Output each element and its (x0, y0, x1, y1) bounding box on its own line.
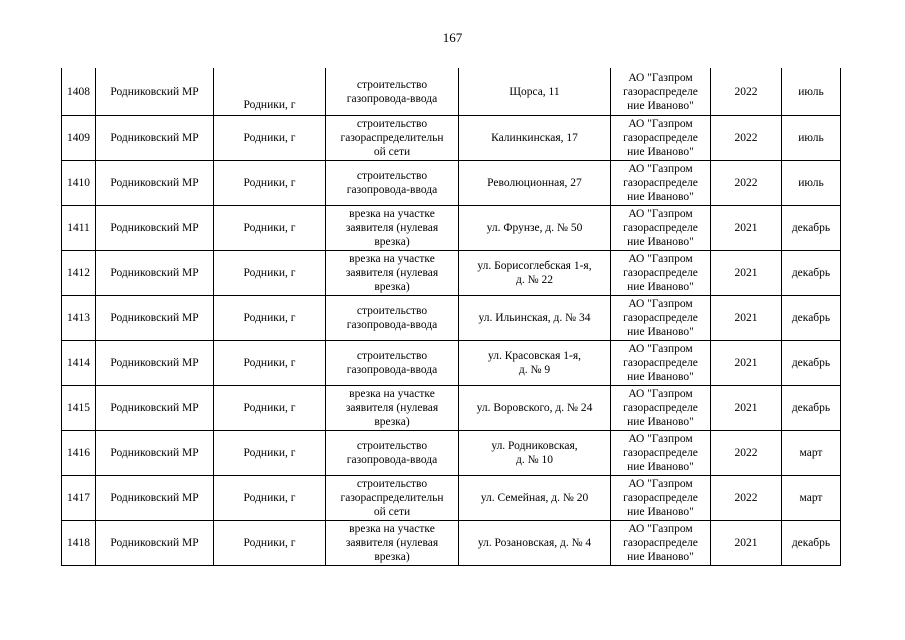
work-type-cell: врезка на участке заявителя (нулевая врезка) (326, 251, 459, 296)
year-cell: 2021 (711, 251, 782, 296)
month-cell: март (782, 431, 841, 476)
row-number-cell: 1409 (62, 116, 96, 161)
year-cell: 2022 (711, 116, 782, 161)
city-cell: Родники, г (214, 296, 326, 341)
city-cell: Родники, г (214, 68, 326, 116)
month-cell: декабрь (782, 296, 841, 341)
month-cell: июль (782, 68, 841, 116)
row-number-cell: 1415 (62, 386, 96, 431)
city-cell: Родники, г (214, 521, 326, 566)
month-cell: июль (782, 116, 841, 161)
year-cell: 2022 (711, 476, 782, 521)
city-cell: Родники, г (214, 386, 326, 431)
year-cell: 2022 (711, 68, 782, 116)
city-cell: Родники, г (214, 476, 326, 521)
page-number: 167 (442, 30, 463, 45)
month-cell: декабрь (782, 386, 841, 431)
address-cell: ул. Борисоглебская 1-я, д. № 22 (459, 251, 611, 296)
organization-cell: АО "Газпром газораспределе ние Иваново" (611, 431, 711, 476)
year-cell: 2021 (711, 386, 782, 431)
row-number-cell: 1410 (62, 161, 96, 206)
table-row (62, 341, 841, 386)
year-cell: 2021 (711, 521, 782, 566)
table-row (62, 68, 841, 116)
work-type-cell: строительство газораспределительн ой сети (326, 476, 459, 521)
organization-cell: АО "Газпром газораспределе ние Иваново" (611, 161, 711, 206)
address-cell: ул. Ильинская, д. № 34 (459, 296, 611, 341)
row-number-cell: 1416 (62, 431, 96, 476)
row-number-cell: 1418 (62, 521, 96, 566)
address-cell: ул. Фрунзе, д. № 50 (459, 206, 611, 251)
organization-cell: АО "Газпром газораспределе ние Иваново" (611, 116, 711, 161)
work-type-cell: строительство газопровода-ввода (326, 161, 459, 206)
gas-connection-table (61, 68, 841, 566)
month-cell: декабрь (782, 206, 841, 251)
district-cell: Родниковский МР (96, 206, 214, 251)
row-number-cell: 1417 (62, 476, 96, 521)
organization-cell: АО "Газпром газораспределе ние Иваново" (611, 476, 711, 521)
organization-cell: АО "Газпром газораспределе ние Иваново" (611, 386, 711, 431)
table-row (62, 251, 841, 296)
district-cell: Родниковский МР (96, 161, 214, 206)
row-number-cell: 1414 (62, 341, 96, 386)
city-cell: Родники, г (214, 341, 326, 386)
table-body (62, 68, 841, 566)
table-row (62, 476, 841, 521)
organization-cell: АО "Газпром газораспределе ние Иваново" (611, 68, 711, 116)
district-cell: Родниковский МР (96, 476, 214, 521)
organization-cell: АО "Газпром газораспределе ние Иваново" (611, 521, 711, 566)
address-cell: Калинкинская, 17 (459, 116, 611, 161)
work-type-cell: строительство газораспределительн ой сети (326, 116, 459, 161)
city-cell: Родники, г (214, 206, 326, 251)
month-cell: июль (782, 161, 841, 206)
work-type-cell: врезка на участке заявителя (нулевая врезка) (326, 386, 459, 431)
row-number-cell: 1413 (62, 296, 96, 341)
work-type-cell: строительство газопровода-ввода (326, 296, 459, 341)
address-cell: ул. Красовская 1-я, д. № 9 (459, 341, 611, 386)
work-type-cell: врезка на участке заявителя (нулевая врезка) (326, 521, 459, 566)
district-cell: Родниковский МР (96, 116, 214, 161)
year-cell: 2022 (711, 161, 782, 206)
organization-cell: АО "Газпром газораспределе ние Иваново" (611, 206, 711, 251)
year-cell: 2021 (711, 341, 782, 386)
district-cell: Родниковский МР (96, 296, 214, 341)
district-cell: Родниковский МР (96, 386, 214, 431)
table-row (62, 296, 841, 341)
district-cell: Родниковский МР (96, 341, 214, 386)
row-number-cell: 1412 (62, 251, 96, 296)
district-cell: Родниковский МР (96, 431, 214, 476)
year-cell: 2021 (711, 206, 782, 251)
year-cell: 2021 (711, 296, 782, 341)
work-type-cell: врезка на участке заявителя (нулевая врезка) (326, 206, 459, 251)
city-cell: Родники, г (214, 251, 326, 296)
table-row (62, 431, 841, 476)
table-row (62, 521, 841, 566)
organization-cell: АО "Газпром газораспределе ние Иваново" (611, 341, 711, 386)
district-cell: Родниковский МР (96, 521, 214, 566)
year-cell: 2022 (711, 431, 782, 476)
district-cell: Родниковский МР (96, 68, 214, 116)
address-cell: ул. Воровского, д. № 24 (459, 386, 611, 431)
work-type-cell: строительство газопровода-ввода (326, 341, 459, 386)
work-type-cell: строительство газопровода-ввода (326, 431, 459, 476)
address-cell: ул. Семейная, д. № 20 (459, 476, 611, 521)
city-cell: Родники, г (214, 161, 326, 206)
address-cell: Революционная, 27 (459, 161, 611, 206)
row-number-cell: 1411 (62, 206, 96, 251)
month-cell: декабрь (782, 341, 841, 386)
city-cell: Родники, г (214, 431, 326, 476)
organization-cell: АО "Газпром газораспределе ние Иваново" (611, 296, 711, 341)
address-cell: ул. Родниковская, д. № 10 (459, 431, 611, 476)
table-row (62, 116, 841, 161)
month-cell: март (782, 476, 841, 521)
table-row (62, 386, 841, 431)
organization-cell: АО "Газпром газораспределе ние Иваново" (611, 251, 711, 296)
address-cell: Щорса, 11 (459, 68, 611, 116)
district-cell: Родниковский МР (96, 251, 214, 296)
city-cell: Родники, г (214, 116, 326, 161)
address-cell: ул. Розановская, д. № 4 (459, 521, 611, 566)
table-row (62, 161, 841, 206)
table-row (62, 206, 841, 251)
month-cell: декабрь (782, 521, 841, 566)
row-number-cell: 1408 (62, 68, 96, 116)
month-cell: декабрь (782, 251, 841, 296)
work-type-cell: строительство газопровода-ввода (326, 68, 459, 116)
